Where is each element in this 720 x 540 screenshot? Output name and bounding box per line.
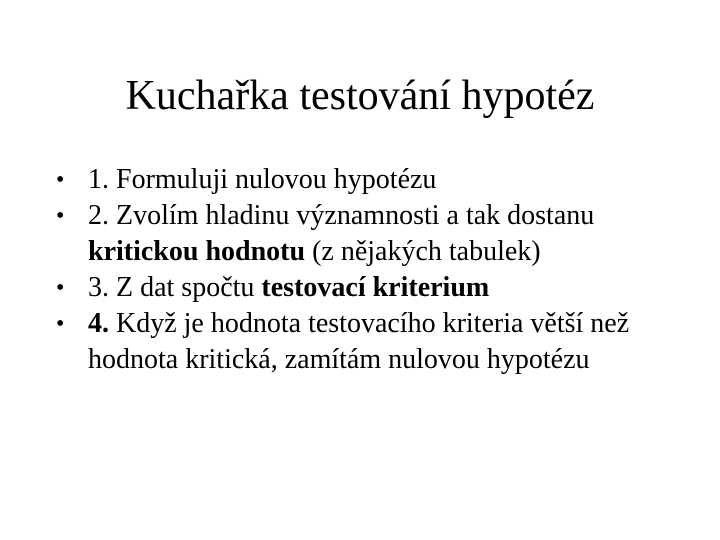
- bullet-text-segment: Když je hodnota testovacího kriteria větší než hodnota kritická, zamítám nulovou hypotézu: [88, 308, 630, 375]
- bullet-text-segment: 2. Zvolím hladinu významnosti a tak dostanu: [88, 200, 595, 231]
- bullet-text: [88, 200, 594, 267]
- bullet-text: [88, 164, 436, 195]
- bullet-text-emphasis: testovací kriterium: [261, 272, 490, 303]
- bullet-list: [56, 162, 696, 378]
- bullet-point-icon: •: [56, 167, 65, 193]
- bullet-item: [56, 162, 696, 198]
- bullet-point-icon: •: [56, 311, 65, 337]
- bullet-text-segment: (z nějakých tabulek): [305, 236, 541, 267]
- bullet-text-emphasis: 4.: [88, 308, 109, 339]
- bullet-text: [88, 272, 489, 303]
- bullet-text-segment: 3. Z dat spočtu: [88, 272, 262, 303]
- bullet-point-icon: •: [56, 275, 65, 301]
- bullet-item: [56, 270, 696, 306]
- bullet-item: [56, 306, 696, 378]
- bullet-text-emphasis: kritickou hodnotu: [88, 236, 306, 267]
- slide-title: Kuchařka testování hypotéz: [125, 73, 595, 119]
- bullet-item: [56, 198, 696, 270]
- bullet-point-icon: •: [56, 203, 65, 229]
- bullet-text-segment: 1. Formuluji nulovou hypotézu: [88, 164, 437, 195]
- bullet-text: [88, 308, 629, 375]
